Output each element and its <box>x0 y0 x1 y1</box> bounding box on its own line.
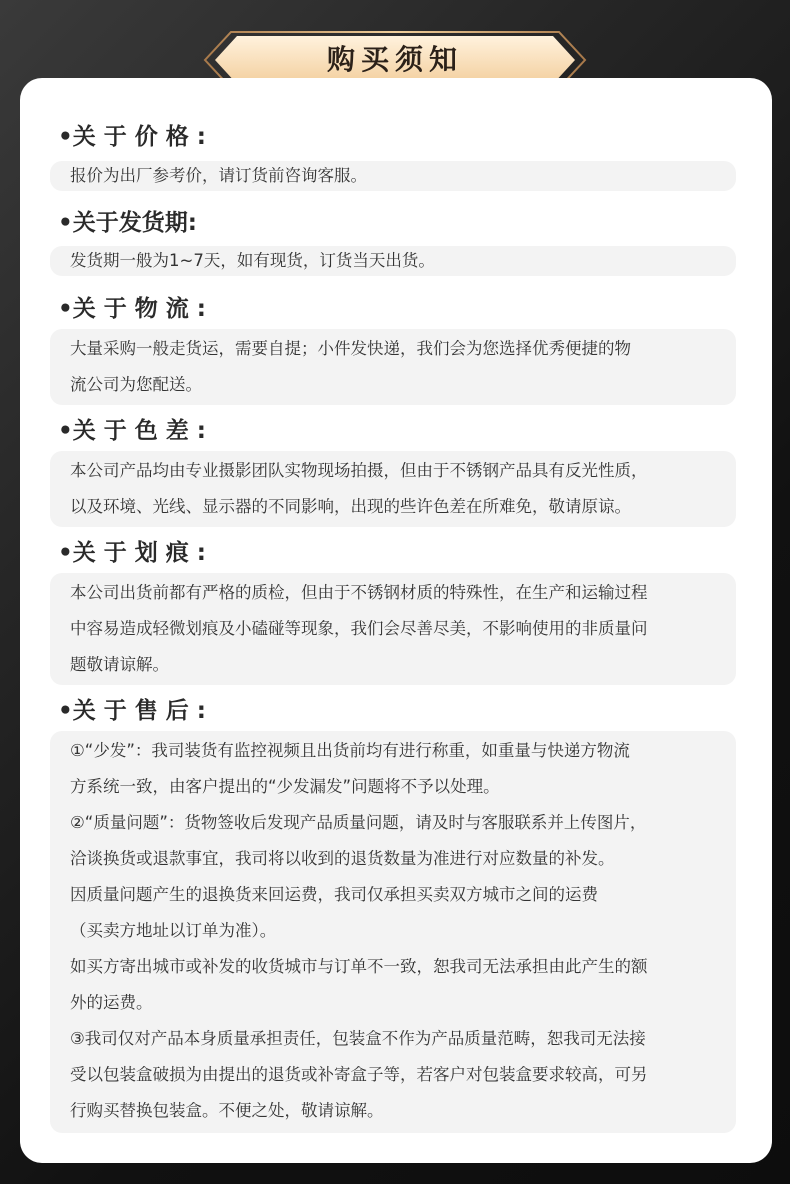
section-text-line: 题敬请谅解。 <box>70 655 169 674</box>
section-text-line: ②“质量问题”：货物签收后发现产品质量问题，请及时与客服联系并上传图片， <box>70 813 647 832</box>
section-text-line: 以及环境、光线、显示器的不同影响，出现的些许色差在所难免，敬请原谅。 <box>70 497 631 516</box>
section-title-logistics: •关 于 物 流 : <box>58 296 206 322</box>
section-text-line: （买卖方地址以订单为准）。 <box>70 921 277 940</box>
section-text-line: 本公司产品均由专业摄影团队实物现场拍摄，但由于不锈钢产品具有反光性质， <box>70 461 648 480</box>
section-title-color-difference: •关 于 色 差 : <box>58 418 206 444</box>
section-title-price: •关 于 价 格 : <box>58 124 206 150</box>
section-title-after-sales: •关 于 售 后 : <box>58 698 206 724</box>
section-text-line: 因质量问题产生的退换货来回运费，我司仅承担买卖双方城市之间的运费 <box>70 885 598 904</box>
section-box-price <box>50 161 736 191</box>
section-text-line: 大量采购一般走货运，需要自提；小件发快递，我们会为您选择优秀便捷的物 <box>70 339 631 358</box>
section-box-color-difference <box>50 451 736 527</box>
section-text-line: 中容易造成轻微划痕及小磕碰等现象，我们会尽善尽美，不影响使用的非质量问 <box>70 619 648 638</box>
section-text-line: 洽谈换货或退款事宜，我司将以收到的退货数量为准进行对应数量的补发。 <box>70 849 615 868</box>
section-box-shipping-period <box>50 246 736 276</box>
section-text-line: ①“少发”：我司装货有监控视频且出货前均有进行称重，如重量与快递方物流 <box>70 741 630 760</box>
section-text-line: 方系统一致，由客户提出的“少发漏发”问题将不予以处理。 <box>70 777 500 796</box>
section-box-logistics <box>50 329 736 405</box>
section-text-line: 本公司出货前都有严格的质检，但由于不锈钢材质的特殊性，在生产和运输过程 <box>70 583 648 602</box>
section-title-shipping-period: •关于发货期: <box>58 210 197 236</box>
section-text-line: 行购买替换包装盒。不便之处，敬请谅解。 <box>70 1101 384 1120</box>
section-text-line: 报价为出厂参考价，请订货前咨询客服。 <box>70 166 367 185</box>
page-title: 购买须知 <box>326 43 463 76</box>
section-text-line: 流公司为您配送。 <box>70 375 202 394</box>
section-box-after-sales <box>50 731 736 1133</box>
section-text-line: 外的运费。 <box>70 993 153 1012</box>
section-box-scratches <box>50 573 736 685</box>
section-text-line: 发货期一般为1~7天，如有现货，订货当天出货。 <box>70 251 435 270</box>
section-text-line: 受以包装盒破损为由提出的退货或补寄盒子等，若客户对包装盒要求较高，可另 <box>70 1065 648 1084</box>
section-title-scratches: •关 于 划 痕 : <box>58 540 206 566</box>
section-text-line: ③我司仅对产品本身质量承担责任，包装盒不作为产品质量范畴，恕我司无法接 <box>70 1029 646 1048</box>
section-text-line: 如买方寄出城市或补发的收货城市与订单不一致，恕我司无法承担由此产生的额 <box>70 957 648 976</box>
